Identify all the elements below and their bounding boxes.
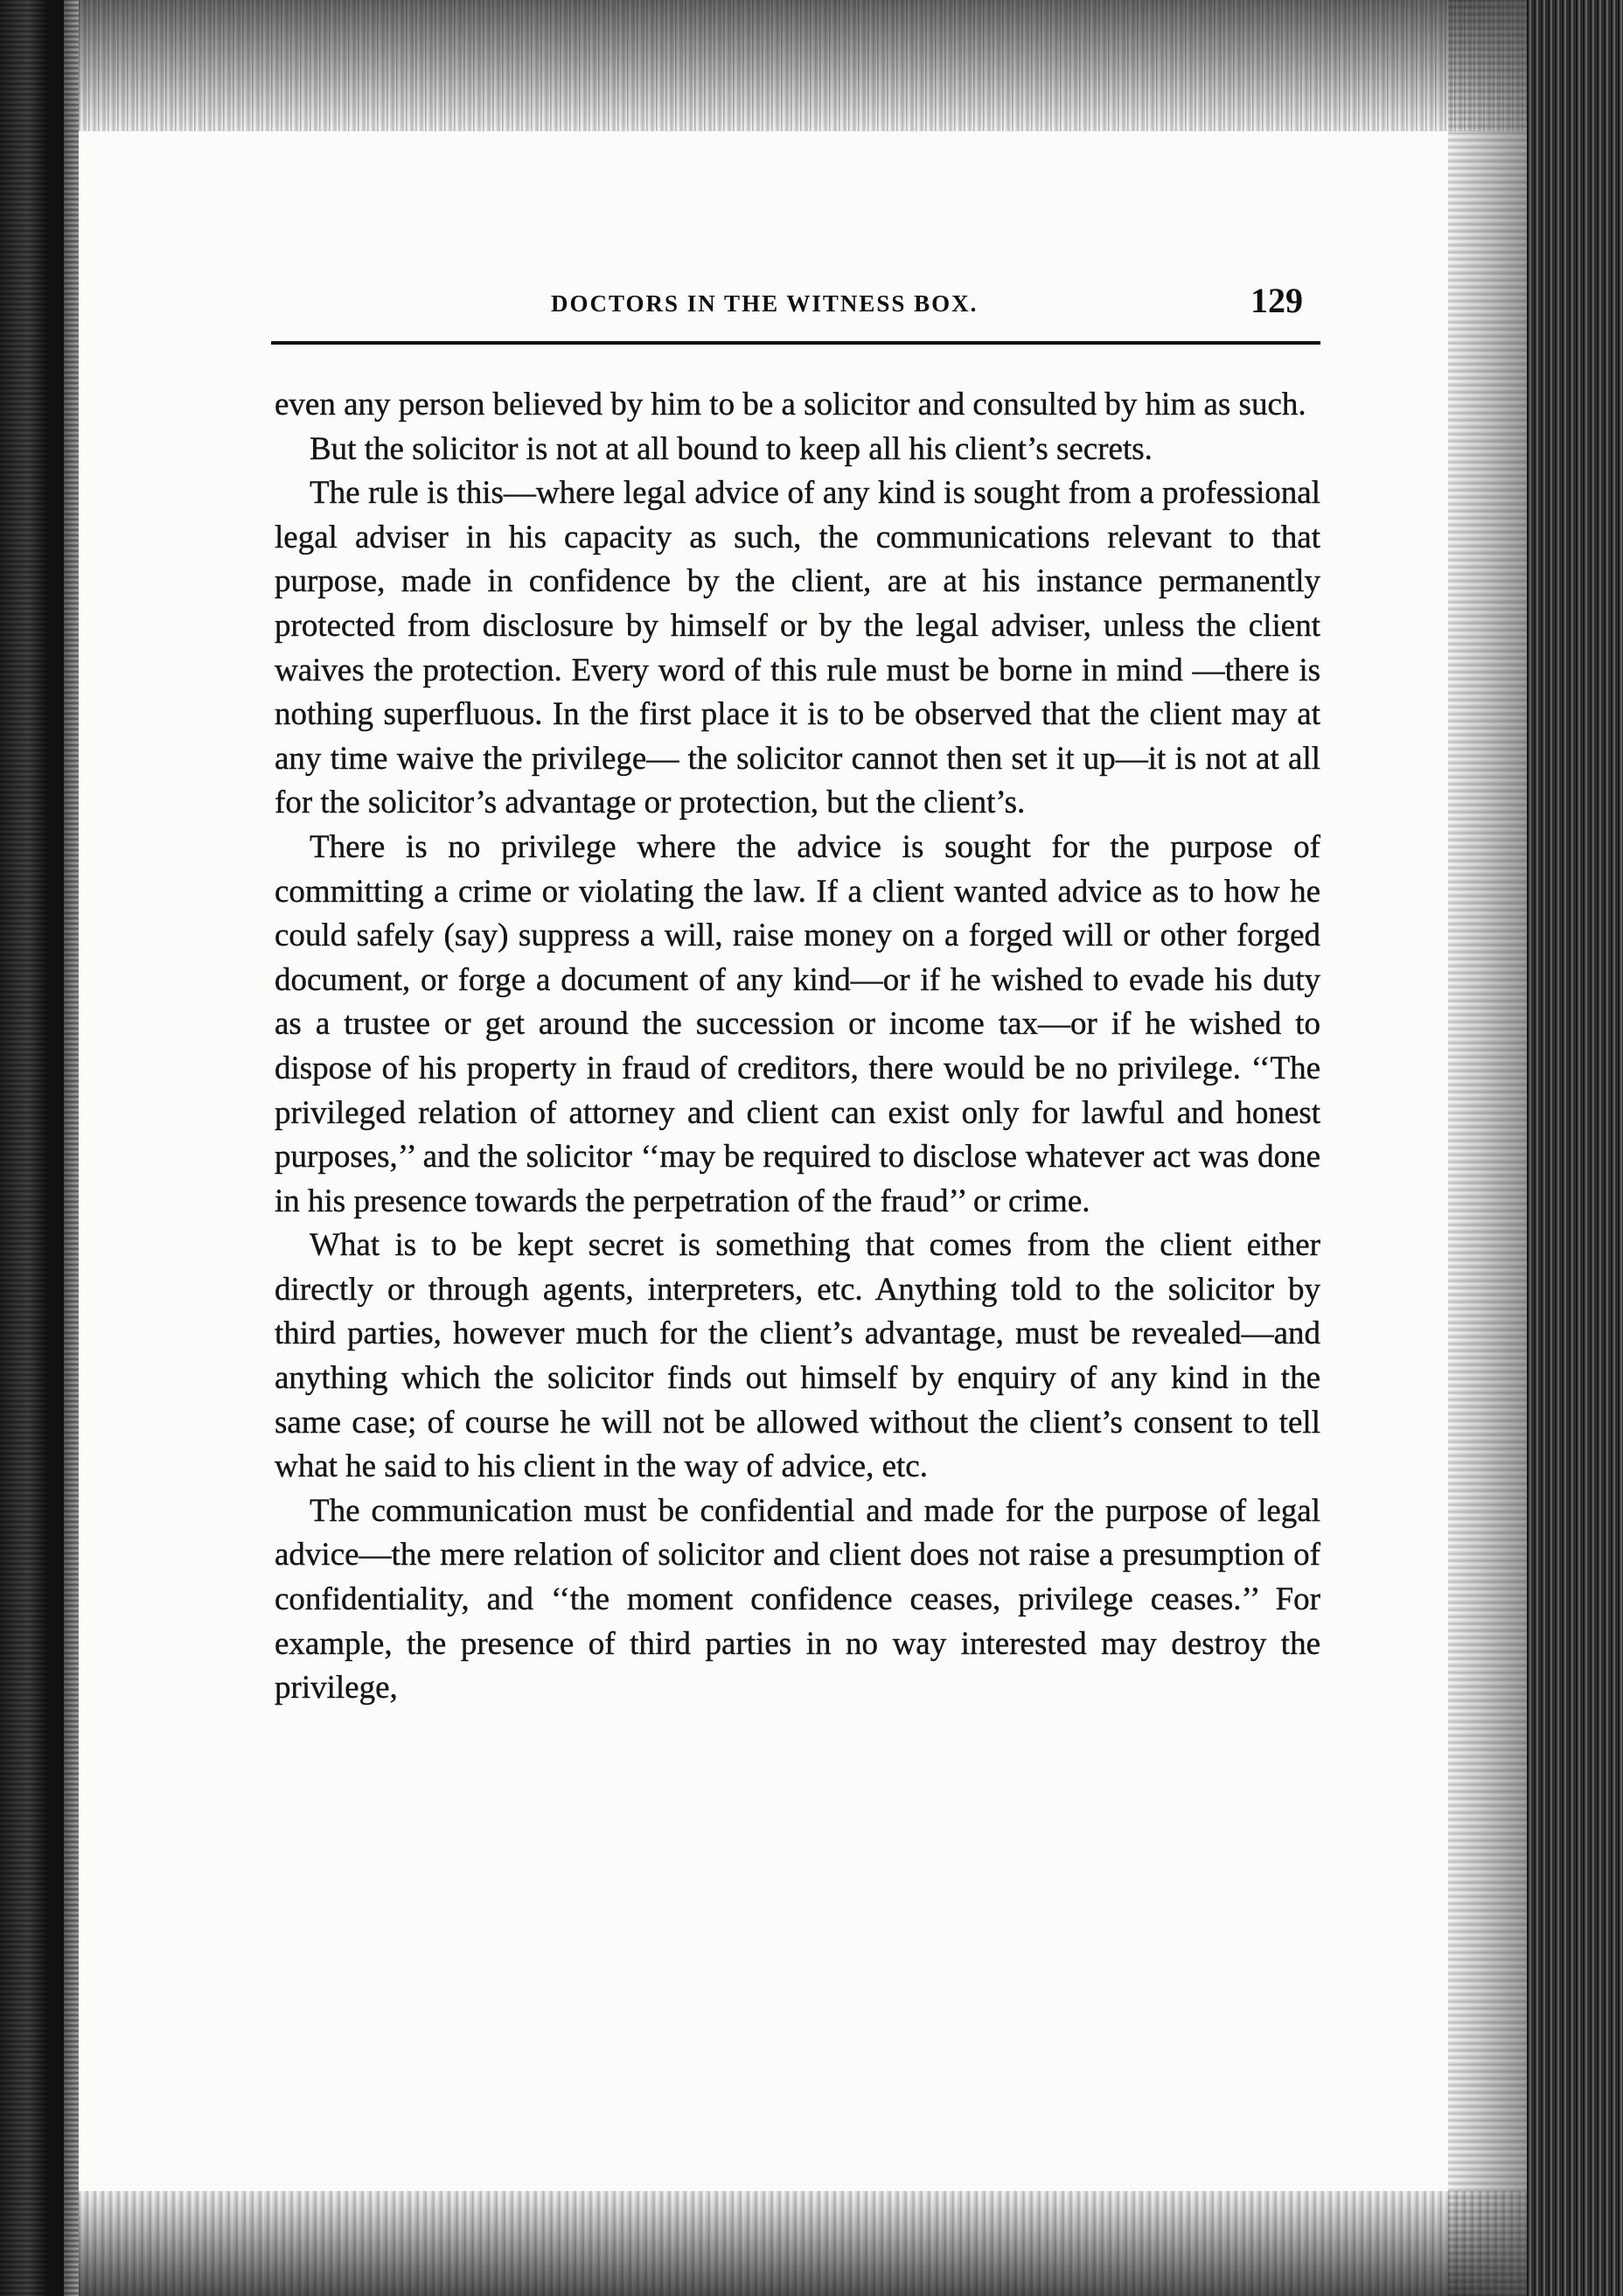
page-header [271,280,1320,332]
running-title: DOCTORS IN THE WITNESS BOX. [551,290,979,317]
bottom-margin-noise [79,2191,1527,2296]
binding-gutter [48,0,64,2296]
body-text [275,383,1320,1711]
paragraph-kept-secret: What is to be kept secret is something that comes from the client either directly or through agents, interpreters, etc. Anything told to the solicitor by third parties, however much for the client’s advantage, must be revealed—and anything which the solicitor finds out himself by enquiry of any kind in the same case; of course he will not be allowed without the client’s consent to tell what he said to his client in the way of advice, etc. [275,1227,1320,1485]
right-edge-shadow [1448,0,1527,2296]
paragraph-continuation: even any person believed by him to be a solicitor and consulted by him as such. [275,387,1306,422]
header-rule [271,341,1320,345]
top-margin-noise [79,0,1527,131]
paragraph-confidential: The communication must be confidential and made for the purpose of legal advice—the mere relation of solicitor and client does not raise a presumption of confidentiality, and ‘‘the moment confidence ceases, privilege ceases.’’ For example, the presence of third parties in no way interested may destroy the privilege, [275,1492,1320,1706]
paragraph-rule: The rule is this—where legal advice of any kind is sought from a professional legal adviser in his capacity as such, the communications relevant to that purpose, made in confidence by the client, are at his instance permanently protected from disclosure by himself or by the legal adviser, unless the client waives the protection. Every word of this rule must be borne in mind —there is nothing superfluous. In the first place it is to be observed that the client may at any time waive the privilege— the solicitor cannot then set it up—it is not at all for the solicitor’s advantage or protection, but the client’s. [275,475,1320,821]
paragraph-secrets: But the solicitor is not at all bound to keep all his client’s secrets. [310,430,1153,467]
page-number: 129 [1250,281,1303,320]
paragraph-no-privilege: There is no privilege where the advice is sought for the purpose of committing a crime or violating the law. If a client wanted advice as to how he could safely (say) suppress a will, raise money on a forged will or other forged document, or forge a document of any kind—or if he wished to evade his duty as a trustee or get around the succession or income tax—or if he wished to dispose of his property in fraud of creditors, there would be no privilege. ‘‘The privileged relation of attorney and client can exist only for lawful and honest purposes,’’ and the solicitor ‘‘may be required to disclose whatever act was done in his presence towards the perpetration of the fraud’’ or crime. [275,828,1320,1219]
right-page-stack [1527,0,1623,2296]
left-binding-edge [0,0,79,2296]
